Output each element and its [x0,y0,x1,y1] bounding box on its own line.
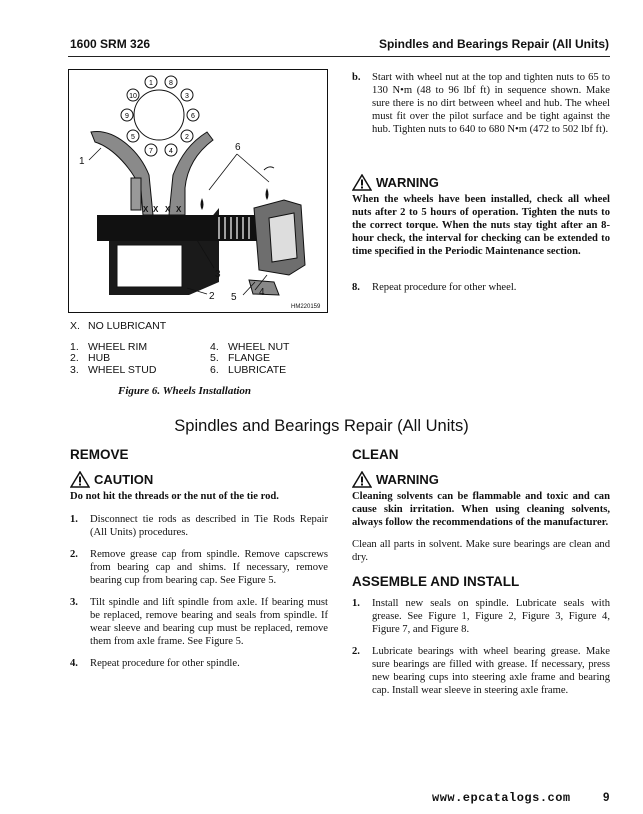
warning-triangle-icon [352,471,372,488]
assemble-heading: ASSEMBLE AND INSTALL [352,574,520,589]
bolt-pattern-ring [134,90,184,140]
bolt-number: 5 [131,134,135,141]
x-mark: X [143,205,149,214]
footer-watermark-url: www.epcatalogs.com [432,791,571,805]
wheels-installation-figure [68,69,328,313]
legend-item: 3. WHEEL STUD [70,363,157,376]
step-b-number: b. [352,72,361,83]
hub-cavity [117,245,182,287]
callout-4: 4 [259,287,265,298]
header-manual-id: 1600 SRM 326 [70,37,151,51]
x-mark: X [153,205,159,214]
clean-heading: CLEAN [352,447,399,462]
caution-label: CAUTION [94,472,154,487]
bolt-number: 1 [149,80,153,87]
callout-5: 5 [231,292,237,303]
remove-section [70,447,328,670]
figure-code: HM220159 [291,304,321,310]
caution-text: Do not hit the threads or the nut of the tie rod. [70,491,279,502]
bolt-number: 6 [191,113,195,120]
clean-section [352,447,610,697]
warning-label: WARNING [376,472,439,487]
lube-drop [201,198,204,210]
bolt-number: 9 [125,113,129,120]
callout-2: 2 [209,291,215,302]
section-title: Spindles and Bearings Repair (All Units) [174,417,469,435]
assemble-step: 1. Install new seals on spindle. Lubricate seals with grease. See Figure 1, Figure 2, Figure 3, Figure 4, Figure 7, and Figure 8. [352,598,610,635]
step-8-number: 8. [352,282,360,293]
lube-drop [266,188,269,200]
bolt-sequence [121,76,199,156]
legend-item: 1. WHEEL RIM [70,340,148,353]
bolt-number: 8 [169,80,173,87]
solvent-warning-text: Cleaning solvents can be flammable and toxic and can cause skin irritation. When using cleaning solvents, always follow the recommendations of the manufacturer. [352,491,610,528]
bolt-number: 2 [185,134,189,141]
lube-line [264,167,274,170]
bolt-number: 4 [169,148,173,155]
page-number: 9 [603,792,610,804]
step-8-text: Repeat procedure for other wheel. [372,282,517,293]
legend-item: 6. LUBRICATE [210,363,287,376]
figure-legend [70,321,289,376]
callout-6: 6 [235,142,241,153]
header-section-title: Spindles and Bearings Repair (All Units) [378,37,609,51]
remove-heading: REMOVE [70,447,129,462]
stud-head [131,178,141,210]
wheel-assembly-drawing [69,70,327,312]
x-mark: X [176,205,182,214]
wheel-stud [97,215,257,241]
remove-step: 3. Tilt spindle and lift spindle from axle. If bearing must be replaced, remove bearing and seals from spindle. If wear sleeve and bearing cup must be replaced, remove them from axle frame. See Figure 5. [70,597,328,647]
header-rule [68,56,610,57]
legend-item: 2. HUB [70,352,111,364]
assemble-step: 2. Lubricate bearings with wheel bearing grease. Make sure bearings are filled with grease. If necessary, press new bearing cups into steering axle frame and bearing cap. Install wear sleeve in steering axle frame. [352,646,610,696]
warning-text: When the wheels have been installed, check all wheel nuts after 2 to 5 hours of operation. Tighten the nuts to the correct torque. When the nuts stay tight after an 8-hour check, the interval for checking can be extended to time specified in the Periodic Maintenance section. [352,194,610,257]
step-b [352,71,610,136]
remove-step: 1. Disconnect tie rods as described in Tie Rods Repair (All Units) procedures. [70,514,328,538]
legend-item: 4. WHEEL NUT [210,340,290,353]
legend-item-x: X. NO LUBRICANT [70,320,167,332]
bolt-number: 10 [129,93,137,100]
wheel-nut-bore [269,213,297,262]
wheel-nut-warning [352,174,610,258]
remove-step: 2. Remove grease cap from spindle. Remove capscrews from bearing cap and shims. If necessary, remove bearing cup from bearing cap. See Figure 5. [70,549,328,586]
caution-triangle-icon [70,471,90,488]
callout-3: 3 [215,269,221,280]
step-b-text: Start with wheel nut at the top and tighten nuts to 65 to 130 N•m (48 to 96 lbf ft) in sequence shown. Make sure there is no dirt between wheel and hub. The wheel must fit over the pilot surface and be tight against the hub. Tighten nuts to 640 to 680 N•m (472 to 502 lbf ft). [372,72,610,135]
bolt-number: 7 [149,148,153,155]
legend-item: 5. FLANGE [210,352,271,364]
warning-label: WARNING [376,175,439,190]
bolt-number: 3 [185,93,189,100]
figure-caption: Figure 6. Wheels Installation [118,385,252,397]
callout-1: 1 [79,156,85,167]
remove-step: 4. Repeat procedure for other spindle. [70,658,240,669]
clean-text: Clean all parts in solvent. Make sure bearings are clean and dry. [352,539,610,563]
x-mark: X [165,205,171,214]
warning-triangle-icon [352,174,372,191]
step-8 [352,281,610,294]
